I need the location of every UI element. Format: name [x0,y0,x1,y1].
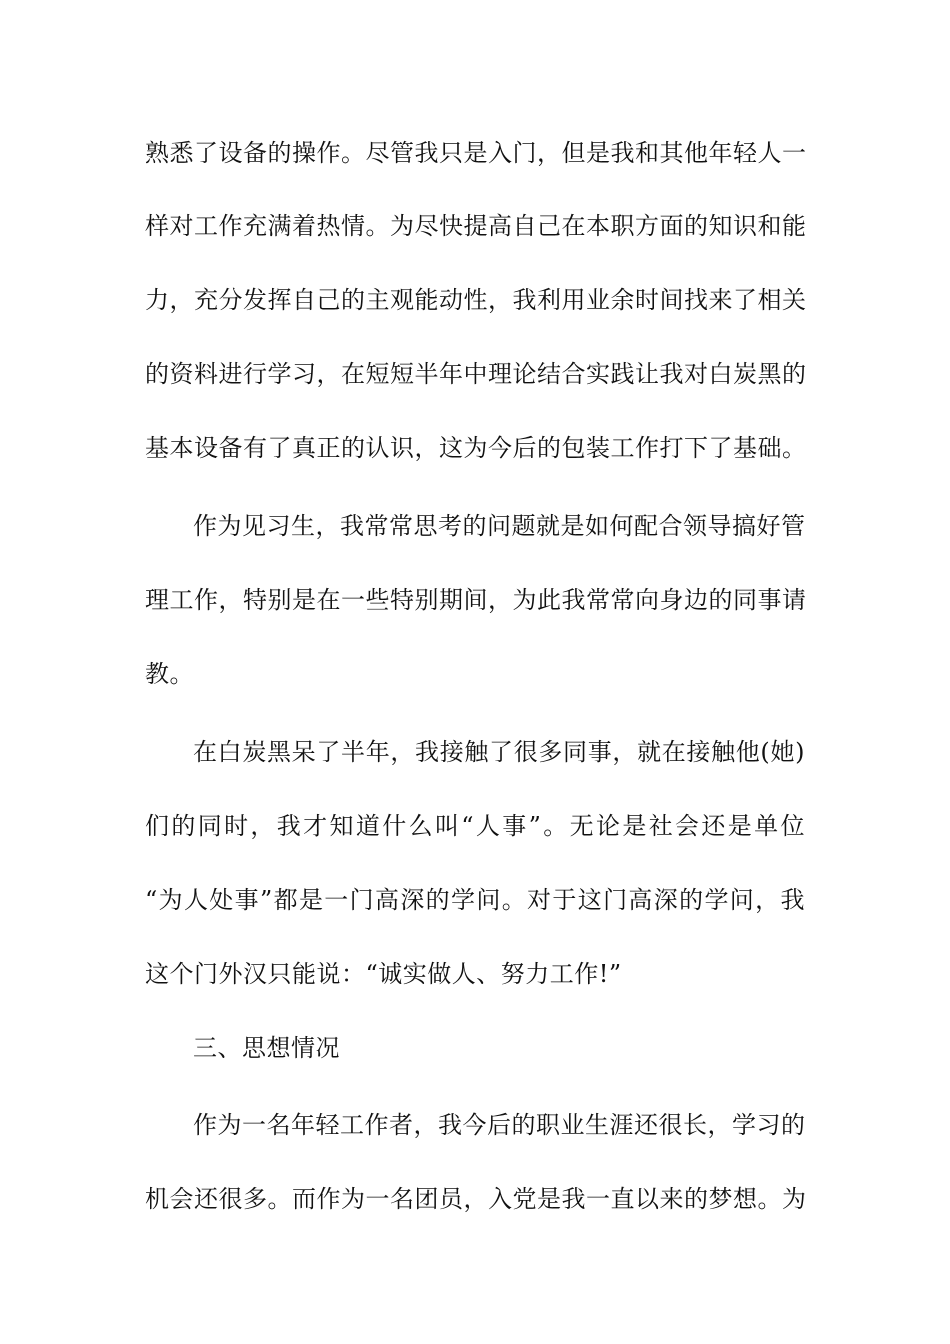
text-line: 样对工作充满着热情。为尽快提高自己在本职方面的知识和能 [145,212,807,240]
text-line: 们的同时，我才知道什么叫“人事”。无论是社会还是单位 [145,812,805,840]
text-line: 的资料进行学习，在短短半年中理论结合实践让我对白炭黑的 [145,360,807,388]
text-line: 作为一名年轻工作者，我今后的职业生涯还很长，学习的 [193,1111,806,1139]
text-line: “为人处事”都是一门高深的学问。对于这门高深的学问，我 [145,886,805,914]
text-line: 理工作，特别是在一些特别期间，为此我常常向身边的同事请 [145,586,807,614]
text-line: 作为见习生，我常常思考的问题就是如何配合领导搞好管 [193,512,806,540]
text-line: 熟悉了设备的操作。尽管我只是入门，但是我和其他年轻人一 [145,139,807,167]
text-line: 机会还很多。而作为一名团员，入党是我一直以来的梦想。为 [145,1185,807,1213]
section-heading: 三、思想情况 [193,1034,340,1062]
text-line: 基本设备有了真正的认识，这为今后的包装工作打下了基础。 [145,434,807,462]
text-line: 在白炭黑呆了半年，我接触了很多同事，就在接触他(她) [193,738,805,766]
text-line: 力，充分发挥自己的主观能动性，我利用业余时间找来了相关 [145,286,807,314]
text-line: 教。 [145,660,194,688]
text-line: 这个门外汉只能说：“诚实做人、努力工作!” [145,960,622,988]
